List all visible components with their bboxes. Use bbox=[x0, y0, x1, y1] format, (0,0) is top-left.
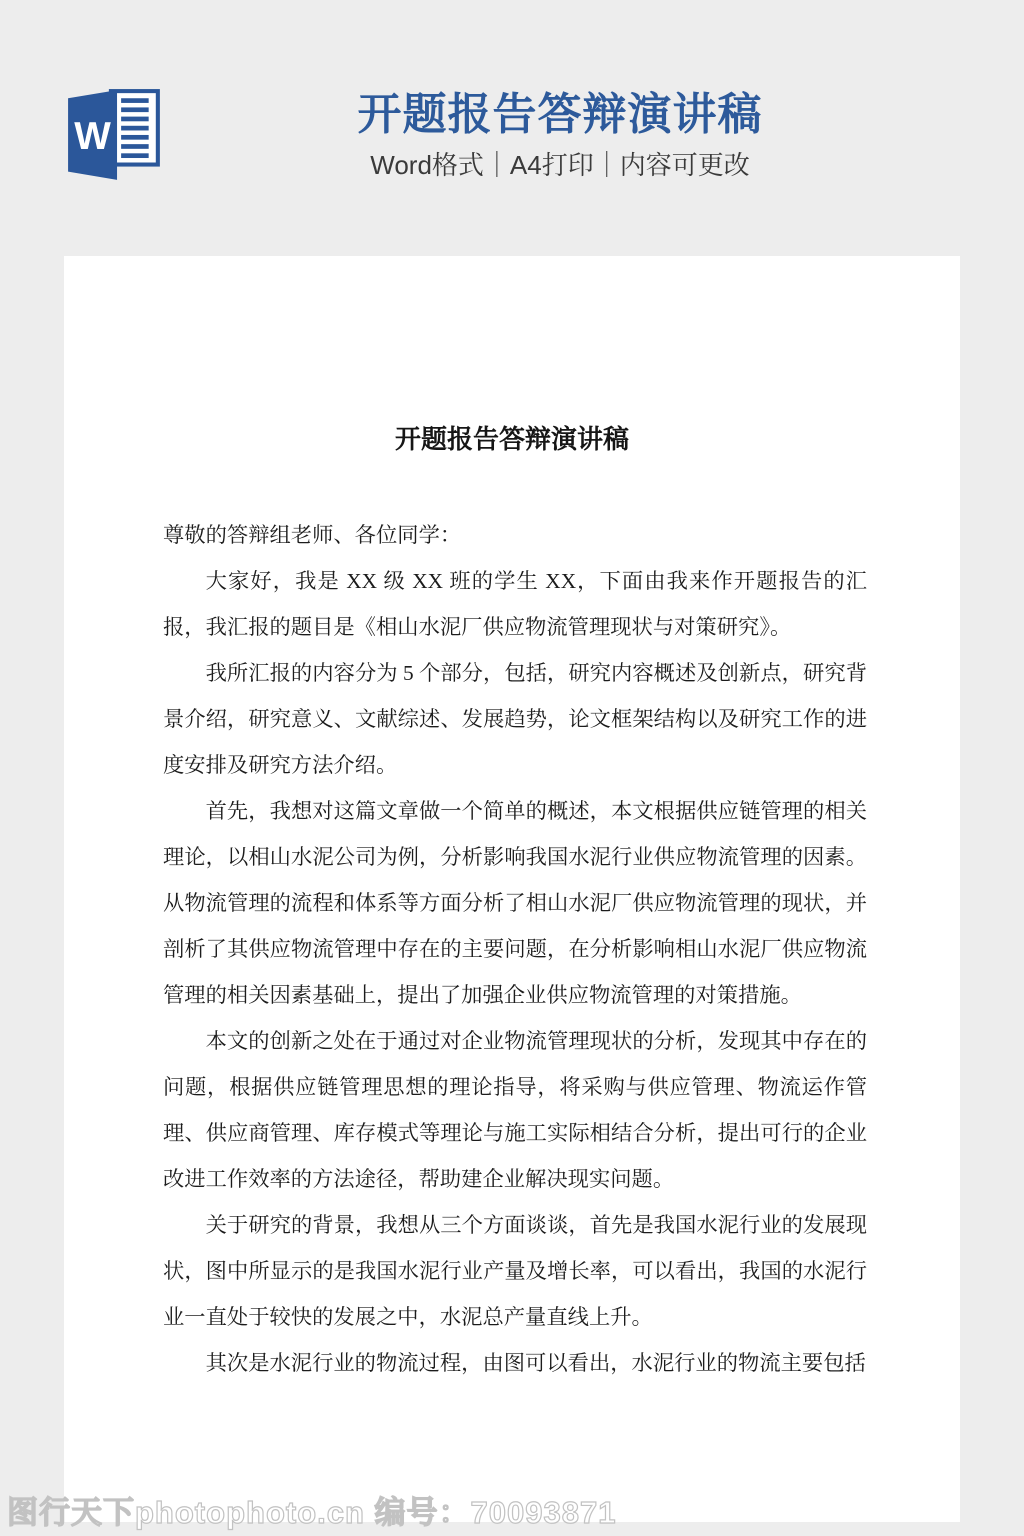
word-icon-graphic bbox=[64, 82, 166, 192]
template-title: 开题报告答辩演讲稿 bbox=[357, 90, 763, 139]
template-subtitle: Word格式｜A4打印｜内容可更改 bbox=[370, 150, 750, 180]
document-paragraph: 其次是水泥行业的物流过程，由图可以看出，水泥行业的物流主要包括 bbox=[205, 1351, 866, 1375]
document-paragraph: 关于研究的背景，我想从三个方面谈谈，首先是我国水泥行业的发展现状，图中所显示的是我国水泥行业产量及增长率，可以看出，我国的水泥行业一直处于较快的发展之中，水泥总产量直线上升。 bbox=[163, 1213, 867, 1329]
document-body bbox=[64, 512, 960, 1386]
word-icon-letter: W bbox=[74, 115, 111, 159]
header-text-block bbox=[330, 90, 790, 181]
document-page bbox=[64, 256, 960, 1522]
watermark: 图行天下photophoto.cn 编号：70093871 bbox=[7, 1495, 617, 1530]
document-paragraph: 大家好，我是 XX 级 XX 班的学生 XX，下面由我来作开题报告的汇报，我汇报的题目是《相山水泥厂供应物流管理现状与对策研究》。 bbox=[163, 569, 867, 639]
word-file-icon bbox=[64, 82, 166, 192]
document-paragraph: 首先，我想对这篇文章做一个简单的概述，本文根据供应链管理的相关理论，以相山水泥公司为例，分析影响我国水泥行业供应物流管理的因素。从物流管理的流程和体系等方面分析了相山水泥厂供应物流管理的现状，并剖析了其供应物流管理中存在的主要问题，在分析影响相山水泥厂供应物流管理的相关因素基础上，提出了加强企业供应物流管理的对策措施。 bbox=[163, 799, 867, 1007]
document-paragraph: 我所汇报的内容分为 5 个部分，包括，研究内容概述及创新点，研究背景介绍，研究意义、文献综述、发展趋势，论文框架结构以及研究工作的进度安排及研究方法介绍。 bbox=[163, 661, 867, 777]
header bbox=[0, 0, 1024, 256]
document-paragraph: 本文的创新之处在于通过对企业物流管理现状的分析，发现其中存在的问题，根据供应链管理思想的理论指导，将采购与供应管理、物流运作管理、供应商管理、库存模式等理论与施工实际相结合分析，提出可行的企业改进工作效率的方法途径，帮助建企业解决现实问题。 bbox=[163, 1029, 867, 1191]
document-title: 开题报告答辩演讲稿 bbox=[394, 424, 629, 454]
document-paragraph: 尊敬的答辩组老师、各位同学： bbox=[163, 523, 462, 547]
